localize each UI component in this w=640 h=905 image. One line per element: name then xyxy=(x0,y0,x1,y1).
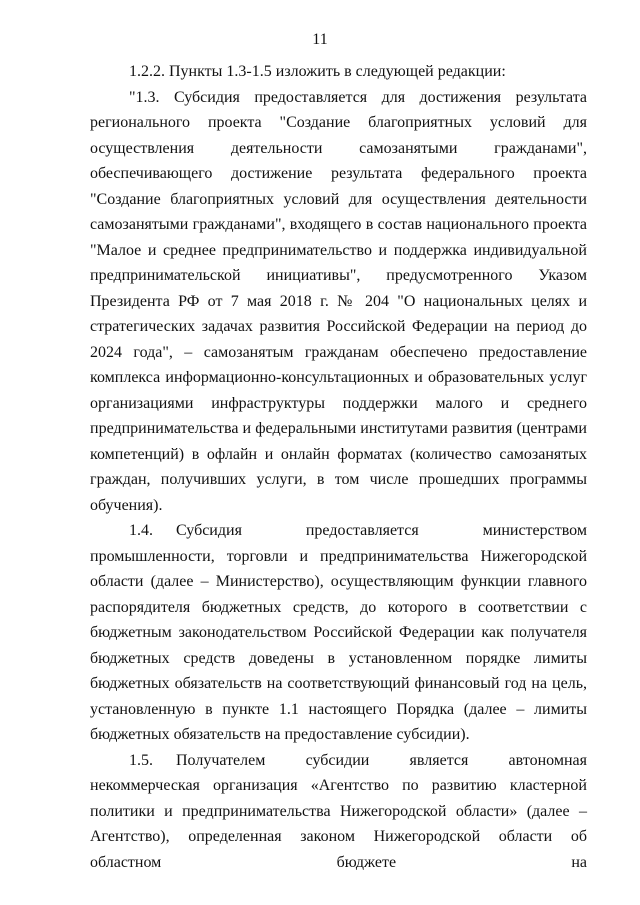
paragraph-1-5-text: Получателем субсидии является автономная некоммерческая организация «Агентство по развитию кластерной политики и предпринимательства Нижегородской области» (далее – Агентство), определенная законом Нижегородской области об областном бюджете на xyxy=(90,751,587,871)
document-body xyxy=(90,59,587,875)
paragraph-1-5 xyxy=(90,748,587,876)
page-number: 11 xyxy=(312,31,328,48)
paragraph-1-3: "1.3. Субсидия предоставляется для достижения результата регионального проекта "Создание благоприятных условий для осуществления деятельности самозанятыми гражданами", обеспечивающего достижение результата федерального проекта "Создание благоприятных условий для осуществления деятельности самозанятыми гражданами", входящего в состав национального проекта "Малое и среднее предпринимательство и поддержка индивидуальной предпринимательской инициативы", предусмотренного Указом Президента РФ от 7 мая 2018 г. № 204 "О национальных целях и стратегических задачах развития Российской Федерации на период до 2024 года", – самозанятым гражданам обеспечено предоставление комплекса информационно-консультационных и образовательных услуг организациями инфраструктуры поддержки малого и среднего предпринимательства и федеральными институтами развития (центрами компетенций) в офлайн и онлайн форматах (количество самозанятых граждан, получивших услуги, в том числе прошедших программы обучения). xyxy=(90,88,587,514)
paragraph-1-4-text: Субсидия предоставляется министерством промышленности, торговли и предпринимательства Нижегородской области (далее – Министерство), осуществляющим функции главного распорядителя бюджетных средств, до которого в соответствии с бюджетным законодательством Российской Федерации как получателя бюджетных средств доведены в установленном порядке лимиты бюджетных обязательств на соответствующий финансовый год на цель, установленную в пункте 1.1 настоящего Порядка (далее – лимиты бюджетных обязательств на предоставление субсидии). xyxy=(90,522,587,743)
paragraph-1-2-2: 1.2.2. Пункты 1.3-1.5 изложить в следующей редакции: xyxy=(129,63,506,80)
paragraph-1-5-number: 1.5. xyxy=(129,751,153,769)
paragraph-1-4-number: 1.4. xyxy=(129,522,153,539)
paragraph-1-4 xyxy=(90,518,587,748)
